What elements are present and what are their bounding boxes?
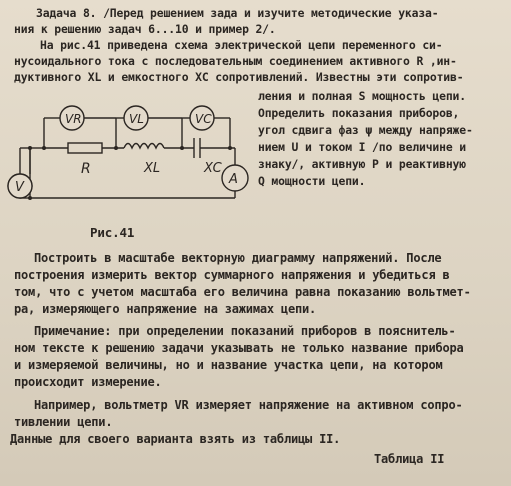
circuit-diagram [6,98,256,218]
example-line-2: тивлении цепи. [14,415,113,429]
meter-a-label: A [229,172,238,187]
right-line-6: Q мощности цепи. [258,174,366,188]
body-line-1: Построить в масштабе векторную диаграмму напряжений. После [34,251,442,265]
right-line-2: Определить показания приборов, [258,106,460,120]
element-r-label: R [81,161,91,177]
figure-caption: Рис.41 [90,225,135,240]
right-line-3: угол сдвига фаз ψ между напряже- [258,123,473,137]
table-label: Таблица II [374,452,445,466]
right-line-4: нием U и током I /по величине и [258,140,466,154]
meter-vl-label: VL [129,112,144,126]
note-line-2: ном тексте к решению задачи указывать не только название прибора [14,341,464,355]
meter-vc-label: VC [195,112,212,126]
meter-vr-label: VR [65,112,82,126]
right-line-5: знаку/, активную P и реактивную [258,157,466,171]
note-line-4: происходит измерение. [14,375,162,389]
intro-line-3: нусоидального тока с последовательным соединением активного R ,ин- [14,54,457,68]
note-line-3: и измеряемой величины, но и название участка цепи, на котором [14,358,443,372]
element-xl-label: XL [144,161,161,176]
right-line-1: ления и полная S мощность цепи. [258,89,466,103]
data-line: Данные для своего варианта взять из таблицы II. [10,432,341,446]
intro-line-2: На рис.41 приведена схема электрической цепи переменного си- [40,38,443,52]
body-line-3: том, что с учетом масштаба его величина равна показанию вольтмет- [14,285,471,299]
element-xc-label: XC [204,161,222,176]
meter-v-label: V [15,180,24,195]
note-line-1: Примечание: при определении показаний приборов в пояснитель- [34,324,456,338]
example-line-1: Например, вольтметр VR измеряет напряжение на активном сопро- [34,398,463,412]
body-line-2: построения измерить вектор суммарного напряжения и убедиться в [14,268,450,282]
task-title: Задача 8. /Перед решением зада и изучите методические указа- [36,6,439,20]
body-line-4: ра, измеряющего напряжение на зажимах цепи. [14,302,317,316]
intro-line-4: дуктивного XL и емкостного XC сопротивлений. Известны эти сопротив- [14,70,464,84]
intro-line-1: ния к решению задач 6...10 и пример 2/. [14,22,276,36]
